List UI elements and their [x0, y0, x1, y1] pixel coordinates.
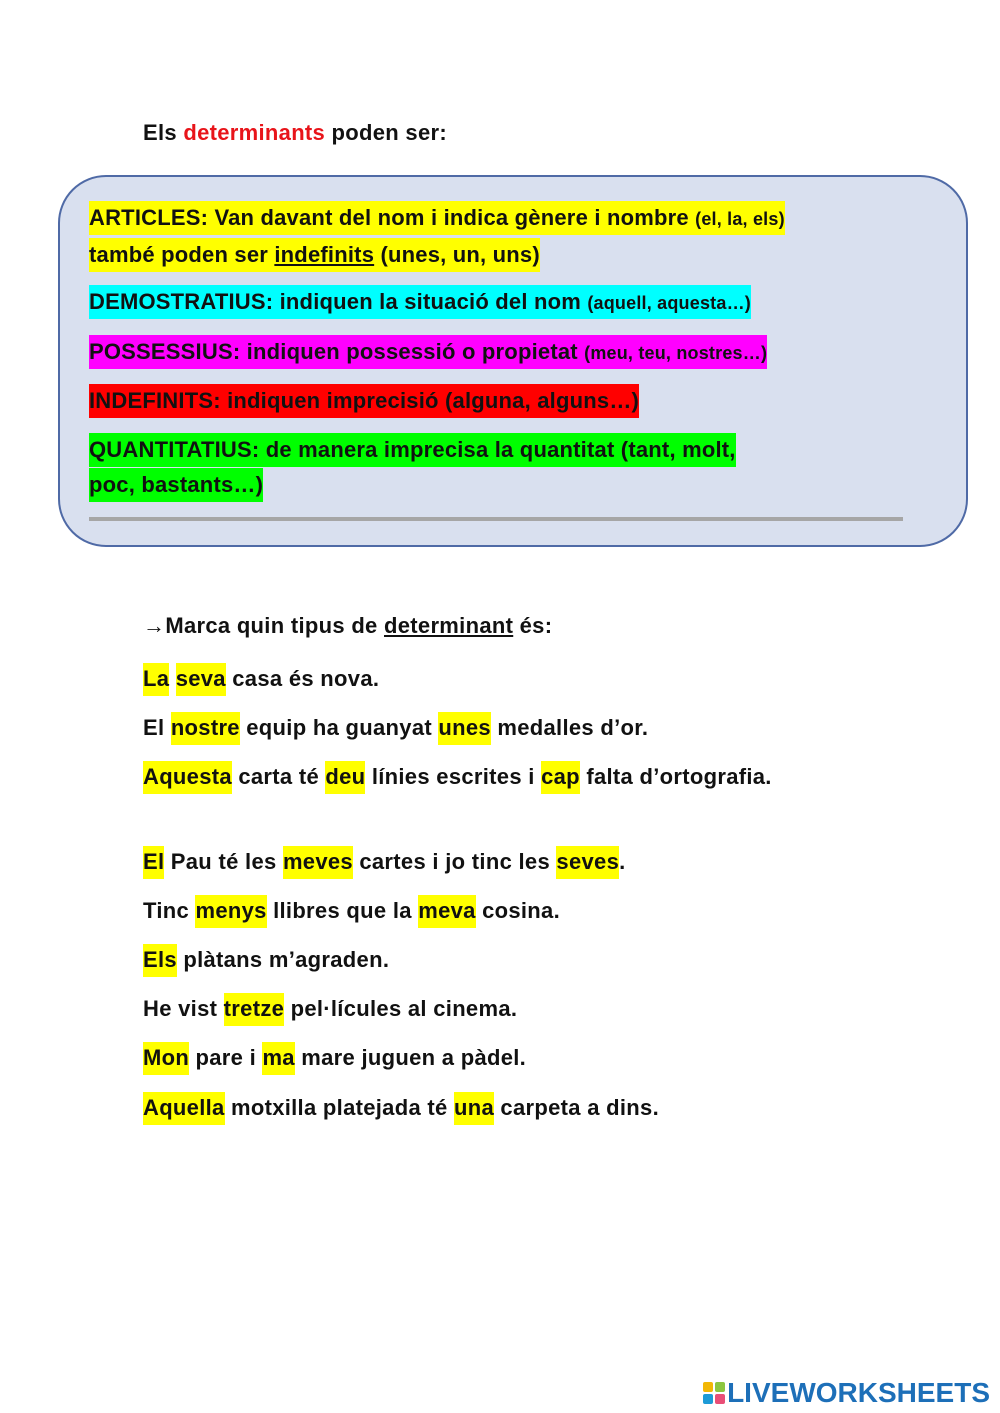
sentence-text: casa és nova.	[225, 666, 380, 691]
sentence-text: pel·lícules al cinema.	[284, 996, 518, 1021]
possessius-examples: (meu, teu, nostres…)	[584, 343, 768, 363]
intro-before: Els	[143, 120, 184, 145]
demostratius-examples: (aquell, aquesta…)	[587, 293, 751, 313]
exercise-title-a: Marca quin tipus de	[165, 613, 385, 638]
highlighted-determinant: seves	[556, 846, 619, 879]
arrow-icon: →	[143, 613, 166, 638]
sentence-text	[169, 666, 175, 691]
sentence-text: pare i	[189, 1045, 263, 1070]
highlighted-determinant: unes	[438, 712, 491, 745]
category-demostratius	[89, 284, 751, 321]
sentence-text: medalles d’or.	[490, 715, 649, 740]
sentence-9	[143, 1090, 783, 1126]
sentence-2	[143, 710, 783, 746]
sentence-text: cartes i jo tinc les	[352, 849, 557, 874]
highlighted-determinant: meves	[283, 846, 353, 879]
sentence-text: falta d’ortografia.	[579, 764, 772, 789]
highlighted-determinant: tretze	[224, 993, 285, 1026]
highlighted-determinant: una	[454, 1092, 494, 1125]
highlighted-determinant: meva	[418, 895, 475, 928]
sentence-text: llibres que la	[266, 898, 419, 923]
sentence-text: motxilla platejada té	[224, 1095, 454, 1120]
highlighted-determinant: deu	[325, 761, 365, 794]
sentence-1	[143, 661, 783, 697]
category-possessius	[89, 334, 767, 371]
sentence-text: carpeta a dins.	[494, 1095, 659, 1120]
sentence-4	[143, 844, 783, 880]
possessius-text: POSSESSIUS: indiquen possessió o propietat	[89, 339, 585, 364]
highlighted-determinant: menys	[195, 895, 266, 928]
articles-line2-b: (unes, un, uns)	[374, 242, 540, 267]
sentence-text: mare juguen a pàdel.	[294, 1045, 527, 1070]
highlighted-determinant: ma	[262, 1042, 294, 1075]
quantitatius-line1: QUANTITATIUS: de manera imprecisa la quantitat (tant, molt,	[89, 433, 736, 467]
sentence-text: .	[619, 849, 626, 874]
sentence-3	[143, 759, 783, 795]
articles-line2-a: també poden ser	[89, 242, 275, 267]
indefinits-text: INDEFINITS: indiquen imprecisió (alguna, alguns…)	[89, 384, 639, 418]
liveworksheets-logo	[703, 1376, 990, 1410]
sentence-text: plàtans m’agraden.	[176, 947, 390, 972]
sentence-text: línies escrites i	[365, 764, 542, 789]
sentence-text: Tinc	[143, 898, 196, 923]
category-quantitatius	[89, 432, 736, 502]
sentence-6	[143, 942, 783, 978]
sentence-text: Pau té les	[164, 849, 283, 874]
demostratius-text: DEMOSTRATIUS: indiquen la situació del nom	[89, 289, 588, 314]
sentence-text: equip ha guanyat	[239, 715, 439, 740]
articles-line1: ARTICLES: Van davant del nom i indica gènere i nombre	[89, 205, 696, 230]
sentence-text: cosina.	[475, 898, 560, 923]
exercise-title-b: és:	[513, 613, 553, 638]
highlighted-determinant: Aquesta	[143, 761, 232, 794]
highlighted-determinant: Els	[143, 944, 177, 977]
intro-highlight: determinants	[183, 120, 326, 145]
divider-line	[89, 517, 903, 521]
sentence-7	[143, 991, 783, 1027]
sentence-text: He vist	[143, 996, 224, 1021]
highlighted-determinant: La	[143, 663, 169, 696]
intro-after: poden ser:	[325, 120, 447, 145]
highlighted-determinant: cap	[541, 761, 580, 794]
articles-examples: (el, la, els)	[695, 209, 785, 229]
highlighted-determinant: Mon	[143, 1042, 189, 1075]
sentence-text: carta té	[231, 764, 326, 789]
category-articles	[89, 200, 785, 272]
highlighted-determinant: nostre	[171, 712, 240, 745]
liveworksheets-logo-icon	[703, 1382, 725, 1404]
highlighted-determinant: El	[143, 846, 164, 879]
sentence-8	[143, 1040, 783, 1076]
logo-text: LIVEWORKSHEETS	[727, 1377, 990, 1408]
articles-indefinits-underlined: indefinits	[274, 242, 375, 267]
sentence-5	[143, 893, 783, 929]
sentence-text: El	[143, 715, 171, 740]
category-indefinits	[89, 383, 639, 418]
quantitatius-line2: poc, bastants…)	[89, 468, 263, 502]
highlighted-determinant: Aquella	[143, 1092, 225, 1125]
exercise-title	[143, 613, 552, 639]
intro-heading	[143, 120, 447, 146]
highlighted-determinant: seva	[176, 663, 226, 696]
exercise-title-underlined: determinant	[384, 613, 514, 638]
